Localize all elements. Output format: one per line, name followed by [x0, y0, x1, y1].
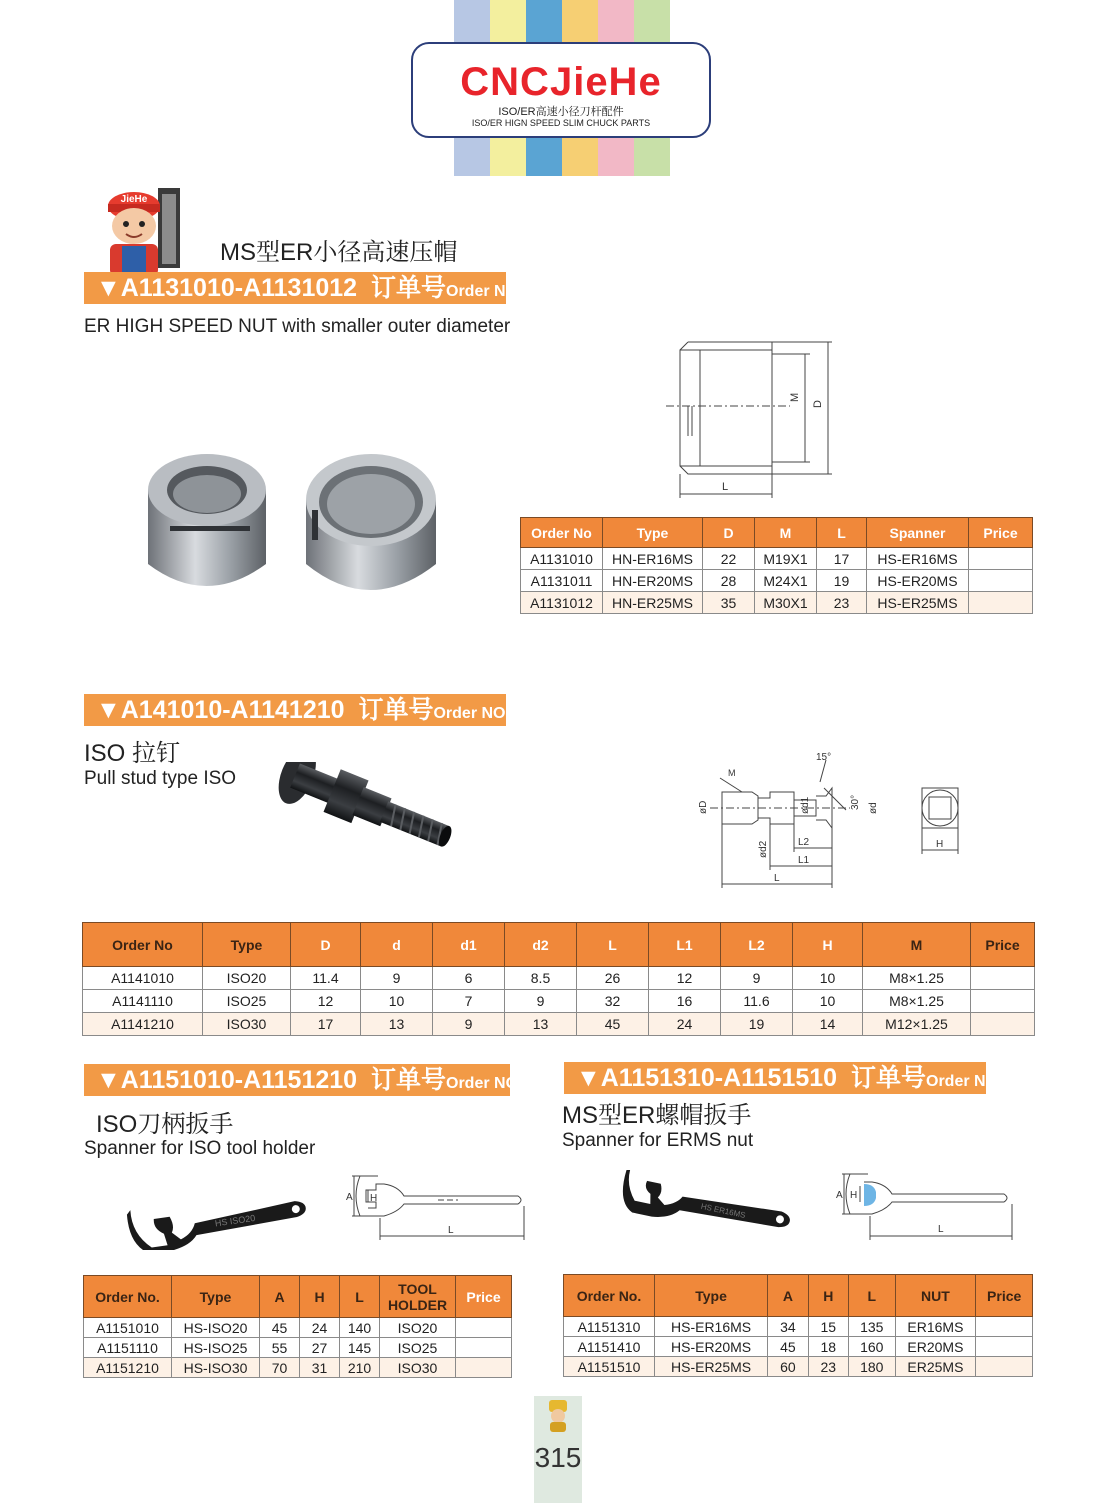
cell-price [969, 570, 1033, 592]
section1-title-cn: MS型ER小径高速压帽 [220, 239, 458, 266]
table-row [564, 1357, 1033, 1377]
section3-order-code: ▼A1151010-A1151210 [96, 1066, 358, 1094]
cell-l1: 16 [649, 990, 721, 1013]
col-header-price: Price [976, 1275, 1033, 1317]
table-row [564, 1317, 1033, 1337]
cell-big-d: 12 [291, 990, 361, 1013]
section1-order-label-cn: 订单号 [370, 274, 446, 302]
cell-h: 10 [793, 990, 863, 1013]
cell-big-d: 11.4 [291, 967, 361, 990]
col-header-l: L [817, 518, 867, 548]
cell-l: 210 [340, 1358, 380, 1378]
cell-a: 34 [768, 1317, 808, 1337]
section2-title-en: Pull stud type ISO [84, 768, 237, 789]
section1-order-bar [84, 272, 523, 304]
cell-d2: 9 [505, 990, 577, 1013]
cell-l: 26 [577, 967, 649, 990]
col-header-d2: d2 [505, 923, 577, 967]
cell-type: HS-ER16MS [654, 1317, 767, 1337]
nut-product-photo [140, 440, 460, 610]
diagram-label-l: L [448, 1225, 454, 1236]
cell-l: 45 [577, 1013, 649, 1036]
section3-spec-table [83, 1275, 512, 1378]
nut-diagram [660, 336, 840, 501]
cell-order-no: A1151310 [564, 1317, 655, 1337]
cell-h: 24 [300, 1318, 340, 1338]
section4-order-label-cn: 订单号 [850, 1064, 926, 1092]
spanner-marking: HS ISO20 [214, 1212, 256, 1229]
cell-tool-holder: ISO20 [380, 1318, 456, 1338]
cell-order-no: A1151410 [564, 1337, 655, 1357]
cell-price [971, 967, 1035, 990]
cell-l1: 12 [649, 967, 721, 990]
col-header-m: M [863, 923, 971, 967]
cell-order-no: A1131010 [521, 548, 603, 570]
col-header-l: L [577, 923, 649, 967]
diagram-label-big-d: øD [698, 800, 709, 814]
cell-l: 135 [849, 1317, 895, 1337]
cell-d: 13 [361, 1013, 433, 1036]
cell-a: 45 [260, 1318, 300, 1338]
col-header-a: A [260, 1276, 300, 1318]
cell-order-no: A1151110 [84, 1338, 172, 1358]
cell-order-no: A1141210 [83, 1013, 203, 1036]
col-header-tool-holder: TOOL HOLDER [380, 1276, 456, 1318]
cell-d: 28 [703, 570, 755, 592]
logo-cnc-text: CNC [460, 60, 550, 104]
cell-h: 14 [793, 1013, 863, 1036]
page-number: 315 [534, 1442, 582, 1473]
cell-h: 10 [793, 967, 863, 990]
cell-l: 180 [849, 1357, 895, 1377]
section4-order-code: ▼A1151310-A1151510 [576, 1064, 838, 1092]
col-header-l1: L1 [649, 923, 721, 967]
cell-h: 15 [808, 1317, 848, 1337]
erms-spanner-diagram [828, 1166, 1018, 1242]
section2-spec-table [82, 922, 1035, 1036]
cell-type: HS-ISO30 [172, 1358, 260, 1378]
diagram-label-d: D [812, 400, 824, 408]
col-header-order-no: Order No. [84, 1276, 172, 1318]
diagram-label-h: H [936, 839, 944, 850]
section4-order-label-en: Order NO. [926, 1073, 1003, 1090]
cell-d: 9 [361, 967, 433, 990]
cell-d1: 6 [433, 967, 505, 990]
col-header-l: L [340, 1276, 380, 1318]
cell-m: M30X1 [755, 592, 817, 614]
table-row [521, 570, 1033, 592]
diagram-label-m: M [789, 392, 801, 402]
col-header-order-no: Order No [521, 518, 603, 548]
col-header-type: Type [654, 1275, 767, 1317]
col-header-l: L [849, 1275, 895, 1317]
cell-a: 55 [260, 1338, 300, 1358]
col-header-price: Price [969, 518, 1033, 548]
col-header-d1: d1 [433, 923, 505, 967]
cell-l: 145 [340, 1338, 380, 1358]
cell-price [976, 1357, 1033, 1377]
section2-title-cn: ISO 拉钉 [84, 740, 181, 767]
cell-type: HS-ISO20 [172, 1318, 260, 1338]
section2-order-code: ▼A141010-A1141210 [96, 696, 345, 724]
diagram-label-d2: ød2 [758, 840, 769, 858]
cell-price [971, 990, 1035, 1013]
section4-title-cn: MS型ER螺帽扳手 [562, 1102, 752, 1129]
cell-nut: ER25MS [895, 1357, 976, 1377]
iso-spanner-photo [126, 1182, 310, 1250]
diagram-label-30deg: 30° [850, 794, 861, 810]
cell-d: 35 [703, 592, 755, 614]
cell-spanner: HS-ER25MS [867, 592, 969, 614]
diagram-label-m: M [728, 768, 736, 778]
table-row [83, 1013, 1035, 1036]
cell-type: HN-ER16MS [603, 548, 703, 570]
cell-type: HN-ER25MS [603, 592, 703, 614]
cell-a: 45 [768, 1337, 808, 1357]
cell-price [456, 1318, 512, 1338]
table-row [84, 1318, 512, 1338]
cell-order-no: A1141010 [83, 967, 203, 990]
cell-type: HS-ER20MS [654, 1337, 767, 1357]
table-row [564, 1337, 1033, 1357]
cell-spanner: HS-ER16MS [867, 548, 969, 570]
pull-stud-photo [258, 762, 458, 894]
section3-title-cn: ISO刀柄扳手 [96, 1111, 234, 1138]
col-header-big-d: D [291, 923, 361, 967]
cell-price [456, 1338, 512, 1358]
cell-tool-holder: ISO30 [380, 1358, 456, 1378]
col-header-h: H [808, 1275, 848, 1317]
diagram-label-h: H [850, 1190, 858, 1201]
diagram-label-l: L [722, 481, 729, 493]
section4-spec-table [563, 1274, 1033, 1377]
cell-d: 22 [703, 548, 755, 570]
cell-l2: 9 [721, 967, 793, 990]
cell-m: M24X1 [755, 570, 817, 592]
cell-h: 18 [808, 1337, 848, 1357]
cell-type: ISO30 [203, 1013, 291, 1036]
cell-a: 60 [768, 1357, 808, 1377]
col-header-type: Type [203, 923, 291, 967]
section4-title-en: Spanner for ERMS nut [562, 1130, 754, 1151]
cell-order-no: A1151510 [564, 1357, 655, 1377]
table-row [84, 1338, 512, 1358]
cell-order-no: A1151210 [84, 1358, 172, 1378]
cell-l1: 24 [649, 1013, 721, 1036]
cell-order-no: A1141110 [83, 990, 203, 1013]
diagram-label-a: A [346, 1192, 353, 1203]
cell-l2: 11.6 [721, 990, 793, 1013]
cell-m: M8×1.25 [863, 967, 971, 990]
section4-order-bar [564, 1062, 1003, 1094]
table-row [83, 990, 1035, 1013]
cell-d1: 9 [433, 1013, 505, 1036]
table-row [83, 967, 1035, 990]
cell-d1: 7 [433, 990, 505, 1013]
cell-m: M12×1.25 [863, 1013, 971, 1036]
section1-spec-table [520, 517, 1033, 614]
footer-mascot-icon [545, 1398, 571, 1432]
cell-type: HS-ISO25 [172, 1338, 260, 1358]
col-header-price: Price [456, 1276, 512, 1318]
col-header-h: H [300, 1276, 340, 1318]
cell-nut: ER20MS [895, 1337, 976, 1357]
col-header-a: A [768, 1275, 808, 1317]
cell-price [971, 1013, 1035, 1036]
col-header-h: H [793, 923, 863, 967]
col-header-price: Price [971, 923, 1035, 967]
logo-wordmark [413, 62, 709, 102]
cell-price [969, 592, 1033, 614]
diagram-label-l: L [774, 873, 780, 884]
col-header-order-no: Order No. [564, 1275, 655, 1317]
spanner-marking: HS ER16MS [700, 1201, 747, 1220]
cell-type: HN-ER20MS [603, 570, 703, 592]
section1-order-code: ▼A1131010-A1131012 [96, 274, 358, 302]
col-header-type: Type [603, 518, 703, 548]
cell-l2: 19 [721, 1013, 793, 1036]
cell-m: M19X1 [755, 548, 817, 570]
col-header-type: Type [172, 1276, 260, 1318]
diagram-label-h: H [370, 1193, 378, 1204]
section1-title-en: ER HIGH SPEED NUT with smaller outer diameter [84, 316, 511, 337]
cell-d2: 8.5 [505, 967, 577, 990]
table-row [84, 1358, 512, 1378]
cell-spanner: HS-ER20MS [867, 570, 969, 592]
diagram-label-15deg: 15° [816, 752, 832, 763]
section2-order-bar [84, 694, 510, 726]
cell-nut: ER16MS [895, 1317, 976, 1337]
section3-order-bar [84, 1064, 523, 1096]
col-header-l2: L2 [721, 923, 793, 967]
iso-spanner-diagram [338, 1166, 530, 1242]
col-header-order-no: Order No [83, 923, 203, 967]
logo-subtitle-cn: ISO/ER高速小径刀杆配件 [498, 106, 624, 118]
cell-l: 32 [577, 990, 649, 1013]
mascot-image [96, 180, 192, 280]
col-header-m: M [755, 518, 817, 548]
diagram-label-l1: L1 [798, 855, 810, 866]
cell-order-no: A1131011 [521, 570, 603, 592]
cell-d: 10 [361, 990, 433, 1013]
diagram-label-d1: ød1 [800, 796, 811, 814]
col-header-nut: NUT [895, 1275, 976, 1317]
col-header-spanner: Spanner [867, 518, 969, 548]
col-header-d: D [703, 518, 755, 548]
diagram-label-d: ød [868, 802, 879, 814]
pull-stud-diagram [690, 748, 980, 893]
section3-order-label-cn: 订单号 [370, 1066, 446, 1094]
cell-h: 31 [300, 1358, 340, 1378]
cell-a: 70 [260, 1358, 300, 1378]
cell-order-no: A1151010 [84, 1318, 172, 1338]
cell-d2: 13 [505, 1013, 577, 1036]
mascot-cap-badge: JieHe [120, 194, 148, 205]
cell-price [969, 548, 1033, 570]
logo-jiehe-text: JieHe [549, 60, 662, 104]
diagram-label-a: A [836, 1190, 843, 1201]
logo-subtitle-en: ISO/ER HIGN SPEED SLIM CHUCK PARTS [471, 118, 651, 128]
cell-h: 23 [808, 1357, 848, 1377]
erms-spanner-photo [620, 1170, 796, 1234]
cell-l: 140 [340, 1318, 380, 1338]
cell-big-d: 17 [291, 1013, 361, 1036]
cell-m: M8×1.25 [863, 990, 971, 1013]
section2-order-label-en: Order NO. [433, 705, 510, 722]
table-row [521, 548, 1033, 570]
cell-order-no: A1131012 [521, 592, 603, 614]
cell-type: ISO20 [203, 967, 291, 990]
section3-order-label-en: Order NO. [446, 1075, 523, 1092]
col-header-d: d [361, 923, 433, 967]
diagram-label-l: L [938, 1224, 944, 1235]
cell-price [976, 1337, 1033, 1357]
section1-order-label-en: Order NO. [446, 283, 523, 300]
cell-h: 27 [300, 1338, 340, 1358]
cell-type: ISO25 [203, 990, 291, 1013]
cell-price [456, 1358, 512, 1378]
cell-tool-holder: ISO25 [380, 1338, 456, 1358]
section2-order-label-cn: 订单号 [358, 696, 434, 724]
cell-l: 17 [817, 548, 867, 570]
diagram-label-l2: L2 [798, 837, 810, 848]
cell-price [976, 1317, 1033, 1337]
section3-title-en: Spanner for ISO tool holder [84, 1138, 316, 1159]
cell-l: 19 [817, 570, 867, 592]
cell-l: 23 [817, 592, 867, 614]
cell-l: 160 [849, 1337, 895, 1357]
brand-logo [411, 42, 711, 138]
cell-type: HS-ER25MS [654, 1357, 767, 1377]
table-row [521, 592, 1033, 614]
